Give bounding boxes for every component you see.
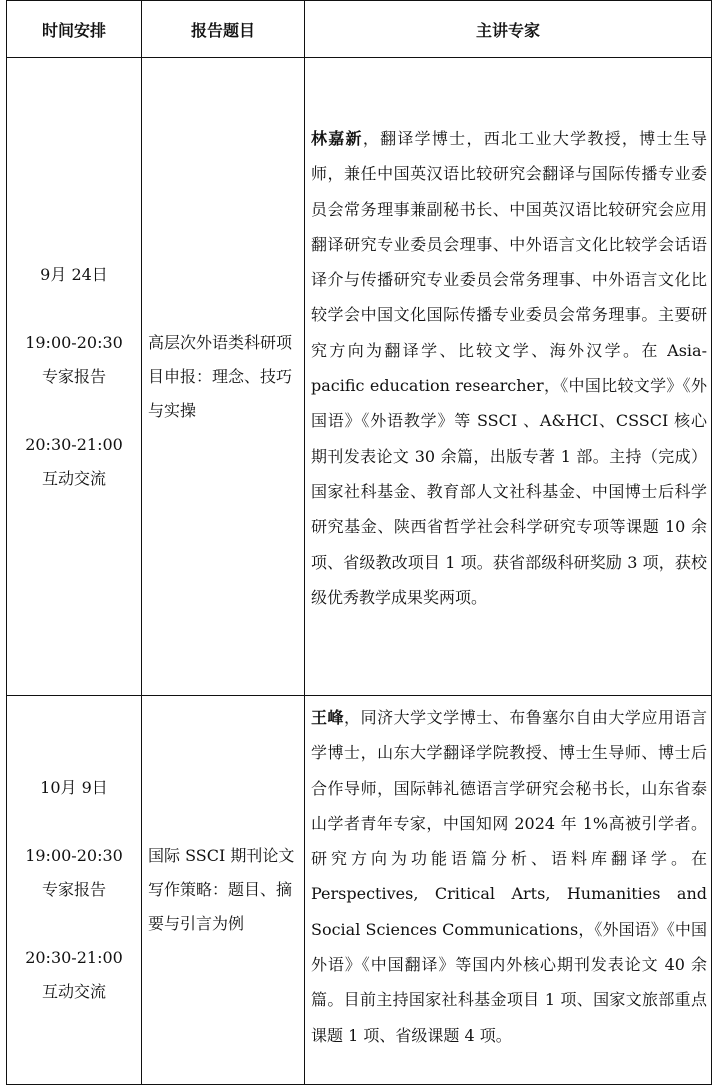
row1-slot1-time: 19:00-20:30 bbox=[25, 332, 123, 352]
schedule-table bbox=[6, 0, 712, 1085]
row2-slot2-time: 20:30-21:00 bbox=[25, 948, 123, 967]
header-speaker: 主讲专家 bbox=[475, 20, 540, 40]
row2-speaker-text bbox=[305, 700, 711, 1053]
row1-topic-cell bbox=[142, 58, 304, 695]
row1-topic: 高层次外语类科研项目申报：理念、技巧与实操 bbox=[148, 332, 293, 420]
row1-time-cell bbox=[7, 58, 141, 695]
row1-speaker-cell bbox=[305, 58, 711, 695]
header-time: 时间安排 bbox=[41, 20, 106, 40]
row2-topic: 国际 SSCI 期刊论文写作策略：题目、摘要与引言为例 bbox=[148, 846, 295, 933]
row1-speaker-bio: ，翻译学博士，西北工业大学教授，博士生导师，兼任中国英汉语比较研究会翻译与国际传播专业委员会常务理事兼副秘书长、中国英汉语比较研究会应用翻译研究专业委员会理事、中外语言文化比较学会话语译介与传播研究专业委员会常务理事、中外语言文化比较学会中国文化国际传播专业委员会常务理事。主要研究方向为翻译学、比较文学、海外汉学。在 Asia-pacific education researcher，《中国比较文学》《外国语》《外语教学》等 SSCI 、A&HCI、CSSCI 核心期刊发表论文 30 余篇，出版专著 1 部。主持（完成）国家社科基金、教育部人文社科基金、中国博士后科学研究基金、陕西省哲学社会科学研究专项等课题 10 余项、省级教改项目 1 项。获省部级科研奖励 3 项，获校级优秀教学成果奖两项。 bbox=[311, 129, 707, 607]
row2-time-cell bbox=[7, 696, 141, 1084]
row1-speaker-text bbox=[305, 121, 711, 615]
row2-slot2-label: 互动交流 bbox=[41, 982, 106, 1001]
row2-slot1-time: 19:00-20:30 bbox=[25, 846, 123, 865]
row1-speaker-name: 林嘉新 bbox=[311, 129, 363, 148]
row1-date: 9月 24日 bbox=[40, 264, 108, 284]
row1-slot1-label: 专家报告 bbox=[41, 366, 106, 386]
row2-speaker-cell bbox=[305, 696, 711, 1084]
row1-slot2-label: 互动交流 bbox=[41, 468, 106, 488]
row2-speaker-name: 王峰 bbox=[311, 708, 345, 727]
row2-speaker-bio: ，同济大学文学博士、布鲁塞尔自由大学应用语言学博士，山东大学翻译学院教授、博士生导师、博士后合作导师，国际韩礼德语言学研究会秘书长，山东省泰山学者青年专家，中国知网 2024 年 1%高被引学者。研究方向为功能语篇分析、语料库翻译学。在 Perspectives, Critical Arts, Humanities and Social Sciences Communications，《外国语》《中国外语》《中国翻译》等国内外核心期刊发表论文 40 余篇。目前主持国家社科基金项目 1 项、国家文旅部重点课题 1 项、省级课题 4 项。 bbox=[311, 708, 707, 1045]
header-topic: 报告题目 bbox=[190, 20, 255, 40]
row2-topic-cell bbox=[142, 696, 304, 1084]
row2-slot1-label: 专家报告 bbox=[41, 880, 106, 899]
row1-slot2-time: 20:30-21:00 bbox=[25, 434, 123, 454]
row2-date: 10月 9日 bbox=[40, 778, 108, 797]
